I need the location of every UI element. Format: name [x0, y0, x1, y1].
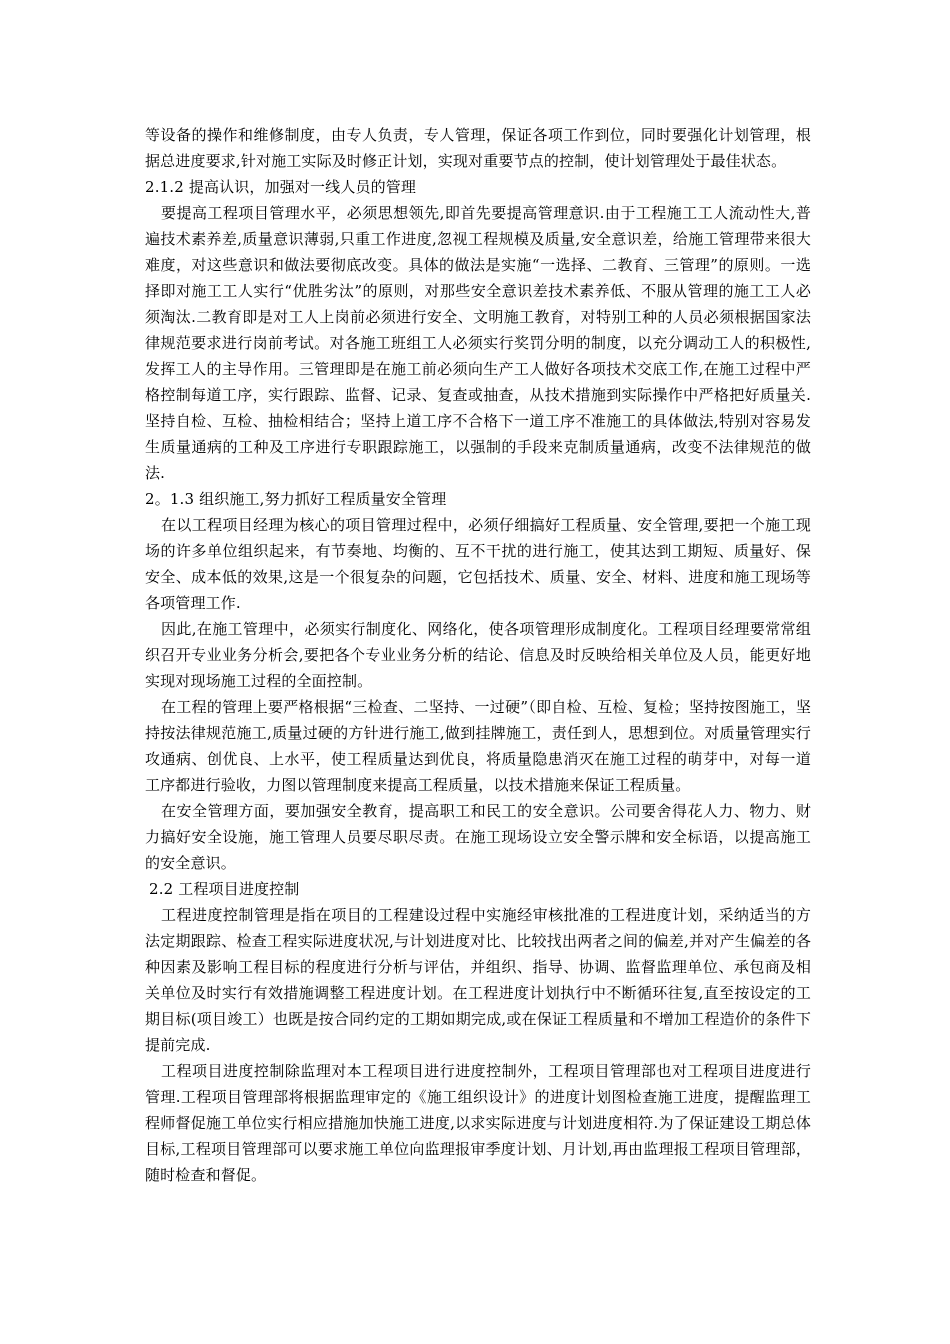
paragraph-safety-management: 在安全管理方面，要加强安全教育，提高职工和民工的安全意识。公司要舍得花人力、物力、财力搞好安全设施，施工管理人员要尽职尽责。在施工现场设立安全警示牌和安全标语，以提高施工的安全意识。 [145, 802, 811, 872]
section-heading-2-1-2: 2.1.2 提高认识，加强对一线人员的管理 [145, 178, 417, 196]
paragraph-institutionalization: 因此,在施工管理中，必须实行制度化、网络化，使各项管理形成制度化。工程项目经理要常常组织召开专业业务分析会,要把各个专业业务分析的结论、信息及时反映给相关单位及人员，能更好地实现对现场施工过程的全面控制。 [145, 620, 811, 690]
paragraph-quality-safety-intro: 在以工程项目经理为核心的项目管理过程中，必须仔细搞好工程质量、安全管理,要把一个施工现场的许多单位组织起来，有节奏地、均衡的、互不干扰的进行施工，使其达到工期短、质量好、保安全、成本低的效果,这是一个很复杂的问题，它包括技术、质量、安全、材料、进度和施工现场等各项管理工作. [145, 516, 811, 612]
document-page [145, 122, 811, 1188]
section-heading-2-2: 2.2 工程项目进度控制 [149, 880, 300, 898]
paragraph-equipment-management: 等设备的操作和维修制度，由专人负责，专人管理，保证各项工作到位，同时要强化计划管理，根据总进度要求,针对施工实际及时修正计划，实现对重要节点的控制，使计划管理处于最佳状态。 [145, 126, 811, 170]
paragraph-progress-control-management: 工程项目进度控制除监理对本工程项目进行进度控制外，工程项目管理部也对工程项目进度进行管理.工程项目管理部将根据监理审定的《施工组织设计》的进度计划图检查施工进度，提醒监理工程师督促施工单位实行相应措施加快施工进度,以求实际进度与计划进度相符.为了保证建设工期总体目标,工程项目管理部可以要求施工单位向监理报审季度计划、月计划,再由监理报工程项目管理部，随时检查和督促。 [145, 1062, 811, 1184]
paragraph-worker-management: 要提高工程项目管理水平，必须思想领先,即首先要提高管理意识.由于工程施工工人流动性大,普遍技术素养差,质量意识薄弱,只重工作进度,忽视工程规模及质量,安全意识差，给施工管理带来很大难度，对这些意识和做法要彻底改变。具体的做法是实施“一选择、二教育、三管理”的原则。一选择即对施工工人实行“优胜劣汰”的原则，对那些安全意识差技术素养低、不服从管理的施工工人必须淘汰.二教育即是对工人上岗前必须进行安全、文明施工教育，对特别工种的人员必须根据国家法律规范要求进行岗前考试。对各施工班组工人必须实行奖罚分明的制度，以充分调动工人的积极性,发挥工人的主导作用。三管理即是在施工前必须向生产工人做好各项技术交底工作,在施工过程中严格控制每道工序，实行跟踪、监督、记录、复查或抽查，从技术措施到实际操作中严格把好质量关.坚持自检、互检、抽检相结合；坚持上道工序不合格下一道工序不准施工的具体做法,特别对容易发生质量通病的工种及工序进行专职跟踪施工，以强制的手段来克制质量通病，改变不法律规范的做法. [145, 204, 811, 482]
section-heading-2-1-3: 2。1.3 组织施工,努力抓好工程质量安全管理 [145, 490, 447, 508]
paragraph-progress-control-definition: 工程进度控制管理是指在项目的工程建设过程中实施经审核批准的工程进度计划，采纳适当的方法定期跟踪、检查工程实际进度状况,与计划进度对比、比较找出两者之间的偏差,并对产生偏差的各种因素及影响工程目标的程度进行分析与评估，并组织、指导、协调、监督监理单位、承包商及相关单位及时实行有效措施调整工程进度计划。在工程进度计划执行中不断循环往复,直至按设定的工期目标(项目竣工）也既是按合同约定的工期如期完成,或在保证工程质量和不增加工程造价的条件下提前完成. [145, 906, 811, 1054]
paragraph-quality-inspection: 在工程的管理上要严格根据“三检查、二坚持、一过硬”（即自检、互检、复检；坚持按图施工，坚持按法律规范施工,质量过硬的方针进行施工,做到挂牌施工，责任到人，思想到位。对质量管理实行攻通病、创优良、上水平，使工程质量达到优良，将质量隐患消灭在施工过程的萌芽中，对每一道工序都进行验收，力图以管理制度来提高工程质量，以技术措施来保证工程质量。 [145, 698, 811, 794]
